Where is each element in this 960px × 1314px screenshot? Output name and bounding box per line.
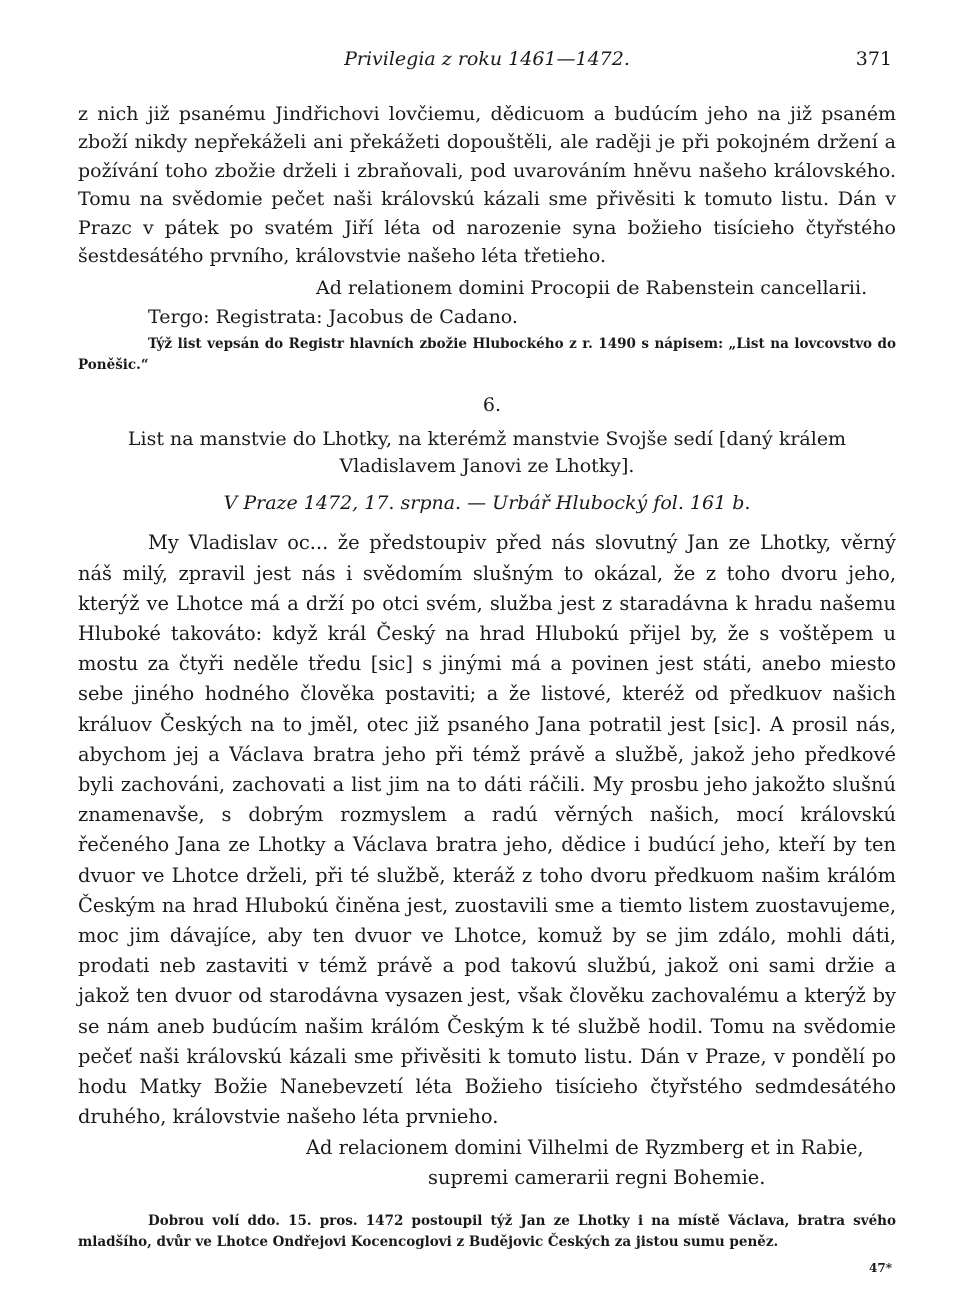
doc5-relation: Ad relationem domini Procopii de Rabenstein cancellarii. [316, 277, 868, 300]
doc6-relation-line [78, 1133, 896, 1163]
doc6-relation-start: Ad relacionem domini Vilhelmi de Ryzmberg et in Rabie, [306, 1135, 864, 1159]
doc6-body: My Vladislav oc... že předstoupiv před nás slovutný Jan ze Lhotky, věrný náš milý, zpravil jest nás i svědomím slušným to okázal, že z toho dvoru jeho, kterýž ve Lhotce má a drží po otci svém, služba jest z staradávna k hradu našemu Hluboké takováto: když král Český na hrad Hlubokú přijel by, že s voštěpem u mostu za čtyři neděle tředu [sic] s jinými má a povinen jest státi, anebo miesto sebe jiného hodného člověka postaviti; a že listové, kteréž od předkuov našich králuov Českých na to jměl, otec již psaného Jana potratil jest [sic]. A prosil nás, abychom jej a Václava bratra jeho při témž právě a službě, jakož jeho předkové byli zachováni, zachovati a list jim na to dáti ráčili. My prosbu jeho jakožto slušnú znamenavše, s dobrým rozmyslem a radú věrných našich, mocí královskú řečeného Jana ze Lhotky a Václava bratra jeho, dědice i budúcí jeho, kteří by ten dvuor ve Lhotce drželi, při té službě, kteráž z toho dvoru předkuom našim králóm Českým na hrad Hlubokú činěna jest, zuostavili sme a tiemto listem zuostavujeme, moc jim dávajíce, aby ten dvuor ve Lhotce, komuž by se jim zdálo, mohli dáti, prodati neb zastaviti v témž právě a pod takovú službú, jakož oni sami držie a jakož ten dvuor od starodávna vysazen jest, však člověku zachovalému a kterýž by se nám aneb budúcím našim králóm Českým k té službě hodil. Tomu na svědomie pečeť naši královskú kázali sme přivěsiti k tomuto listu. Dán v Praze, v pondělí po hodu Matky Božie Nanebevzetí léta Božieho tisícieho čtyřstého sedmdesátého druhého, královstvie našeho léta prvnieho. [78, 531, 896, 1129]
signature-mark: 47* [869, 1260, 892, 1275]
doc6-source: V Praze 1472, 17. srpna. — Urbář Hlubocký fol. 161 b. [223, 492, 751, 515]
doc5-paragraph: z nich již psanému Jindřichovi lovčiemu, dědicuom a budúcím jeho na již psaném zboží nikdy nepřekáželi ani překážeti dopouštěli, ale raději je při pokojném držení a požívání toho zbožie drželi i zbraňovali, pod uvarováním hněvu našeho královského. Tomu na svědomie pečet naši královskú kázali sme přivěsiti k tomuto listu. Dán v Prazc v pátek po svatém Jiří léta od narozenie syna božieho tisícieho čtyřstého šestdesátého prvního, královstvie našeho léta třetieho. [78, 103, 896, 268]
doc5-note: Týž list vepsán do Registr hlavních zbožie Hlubockého z r. 1490 s nápisem: „List na lovcovstvo do Poněšic.“ [78, 336, 896, 374]
doc5-tergo: Tergo: Registrata: Jacobus de Cadano. [148, 306, 518, 329]
running-head [78, 48, 896, 82]
running-head-title: Privilegia z roku 1461—1472. [344, 48, 630, 70]
doc6-note: Dobrou volí ddo. 15. pros. 1472 postoupil týž Jan ze Lhotky i na místě Václava, bratra svého mladšího, dvůr ve Lhotce Ondřejovi Kocencoglovi z Budějovic Českých za jistou sumu peněz. [78, 1212, 896, 1250]
doc6-heading: List na manstvie do Lhotky, na kterémž manstvie Svojše sedí [daný králem Vladislavem Janovi ze Lhotky]. [127, 428, 847, 478]
page-number: 371 [855, 48, 892, 70]
doc6-number: 6. [482, 394, 502, 417]
doc6-relation-end: supremi camerarii regni Bohemie. [428, 1165, 766, 1189]
document-page [78, 48, 896, 1275]
